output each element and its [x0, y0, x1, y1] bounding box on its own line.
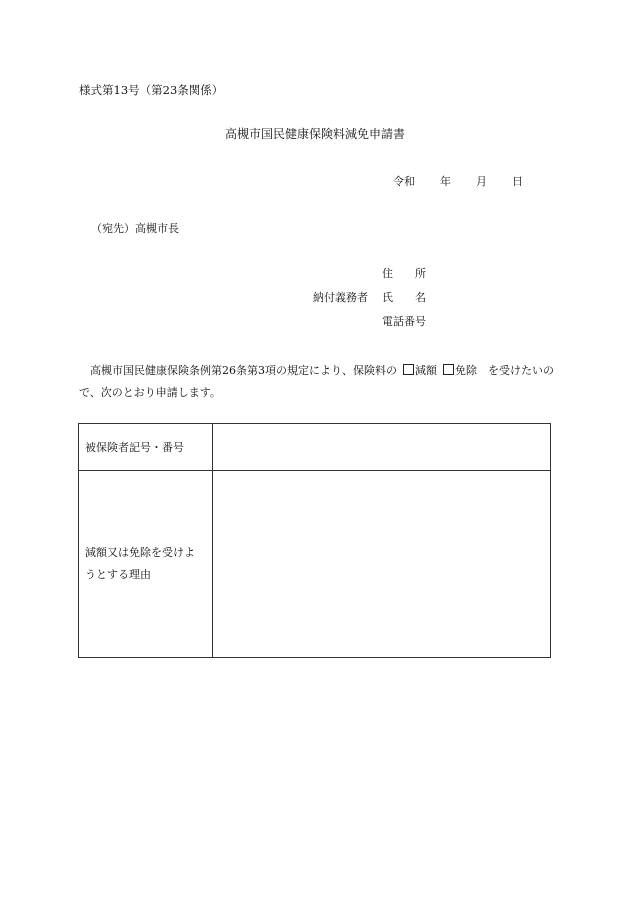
- statement-text-after: を受けたいので、次のとおり申請します。: [79, 364, 554, 399]
- phone-label: 電話番号: [382, 315, 426, 328]
- application-table: [78, 423, 551, 658]
- applicant-role: 納付義務者: [313, 291, 368, 304]
- reason-label: [79, 471, 213, 658]
- insured-number-field[interactable]: [213, 424, 551, 471]
- page-title: 高槻市国民健康保険料減免申請書: [224, 127, 405, 141]
- date-year: 年: [440, 175, 451, 188]
- form-number: 様式第13号（第23条関係）: [79, 83, 224, 97]
- reason-field[interactable]: [213, 471, 551, 658]
- reason-label-text: 減額又は免除を受けようとする理由: [85, 546, 195, 581]
- addressee: （宛先）高槻市長: [91, 222, 179, 235]
- insured-number-row: [79, 424, 551, 471]
- reduction-option-label: 減額: [415, 364, 437, 377]
- insured-number-label: 被保険者記号・番号: [79, 424, 213, 471]
- address-label: 住 所: [382, 267, 426, 280]
- date-month: 月: [476, 175, 487, 188]
- reduction-checkbox[interactable]: [403, 364, 414, 375]
- application-statement: [79, 360, 559, 404]
- date-era: 令和: [393, 175, 415, 188]
- name-label: 氏 名: [382, 291, 426, 304]
- reason-row: [79, 471, 551, 658]
- statement-text-before: 高槻市国民健康保険条例第26条第3項の規定により、保険料の: [90, 364, 397, 377]
- exemption-option-label: 免除: [455, 364, 477, 377]
- exemption-checkbox[interactable]: [443, 364, 454, 375]
- date-day: 日: [512, 175, 523, 188]
